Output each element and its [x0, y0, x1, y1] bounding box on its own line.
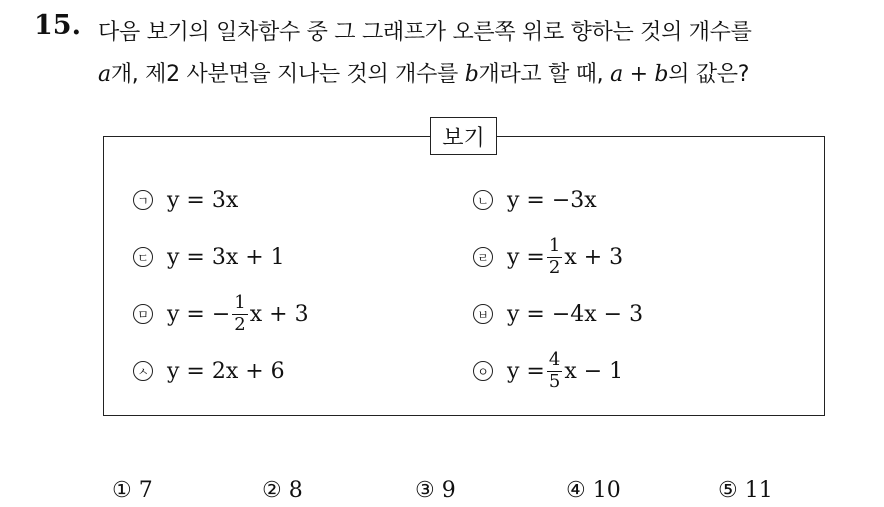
fraction: [232, 291, 247, 335]
question-text-1: 개, 제2 사분면을 지나는 것의 개수를: [110, 62, 465, 87]
fraction: [547, 234, 562, 278]
equation-rhs: x + 3: [249, 301, 309, 327]
fraction-numerator: 1: [234, 291, 246, 313]
bogi-title: 보기: [430, 117, 497, 155]
question-text-2: 개라고 할 때,: [478, 62, 611, 87]
option-2[interactable]: ② 8: [262, 478, 303, 503]
equation: y = −4x − 3: [507, 301, 644, 327]
bogi-item-6: [473, 294, 643, 334]
equation-rhs: x − 1: [564, 358, 624, 384]
option-4[interactable]: ④ 10: [566, 478, 621, 503]
item-marker: ㅂ: [473, 304, 493, 324]
bogi-item-5: [133, 291, 309, 335]
item-marker: ㅁ: [133, 304, 153, 324]
equation-lhs: y = −: [167, 301, 231, 327]
bogi-item-1: [133, 180, 238, 220]
bogi-item-7: [133, 351, 285, 391]
option-5[interactable]: ⑤ 11: [718, 478, 773, 503]
item-marker: ㅅ: [133, 361, 153, 381]
bogi-item-3: [133, 237, 285, 277]
var-a: a: [98, 62, 111, 87]
question-number: 15.: [34, 10, 81, 41]
equation: y = −3x: [507, 187, 597, 213]
item-marker: ㄹ: [473, 247, 493, 267]
fraction-numerator: 4: [548, 348, 561, 370]
equation-lhs: y =: [507, 244, 545, 270]
fraction-denominator: 2: [234, 313, 246, 335]
fraction: [547, 348, 562, 392]
item-marker: ㄱ: [133, 190, 153, 210]
fraction-denominator: 5: [548, 370, 561, 392]
equation-rhs: x + 3: [564, 244, 624, 270]
var-b: b: [464, 62, 479, 87]
equation-lhs: y =: [507, 358, 545, 384]
item-marker: ㄴ: [473, 190, 493, 210]
item-marker: ㅇ: [473, 361, 493, 381]
bogi-item-4: [473, 234, 624, 278]
fraction-numerator: 1: [548, 234, 561, 256]
bogi-item-2: [473, 180, 597, 220]
question-line-2: [98, 57, 749, 88]
fraction-denominator: 2: [548, 256, 561, 278]
equation: y = 3x + 1: [167, 244, 285, 270]
bogi-item-8: [473, 348, 624, 392]
equation: y = 3x: [167, 187, 239, 213]
question-text-3: 의 값은?: [668, 62, 750, 87]
item-marker: ㄷ: [133, 247, 153, 267]
question-line-1: 다음 보기의 일차함수 중 그 그래프가 오른쪽 위로 향하는 것의 개수를: [98, 20, 752, 45]
option-1[interactable]: ① 7: [112, 478, 153, 503]
sum-expression: a + b: [610, 62, 669, 87]
option-3[interactable]: ③ 9: [415, 478, 456, 503]
equation: y = 2x + 6: [167, 358, 285, 384]
